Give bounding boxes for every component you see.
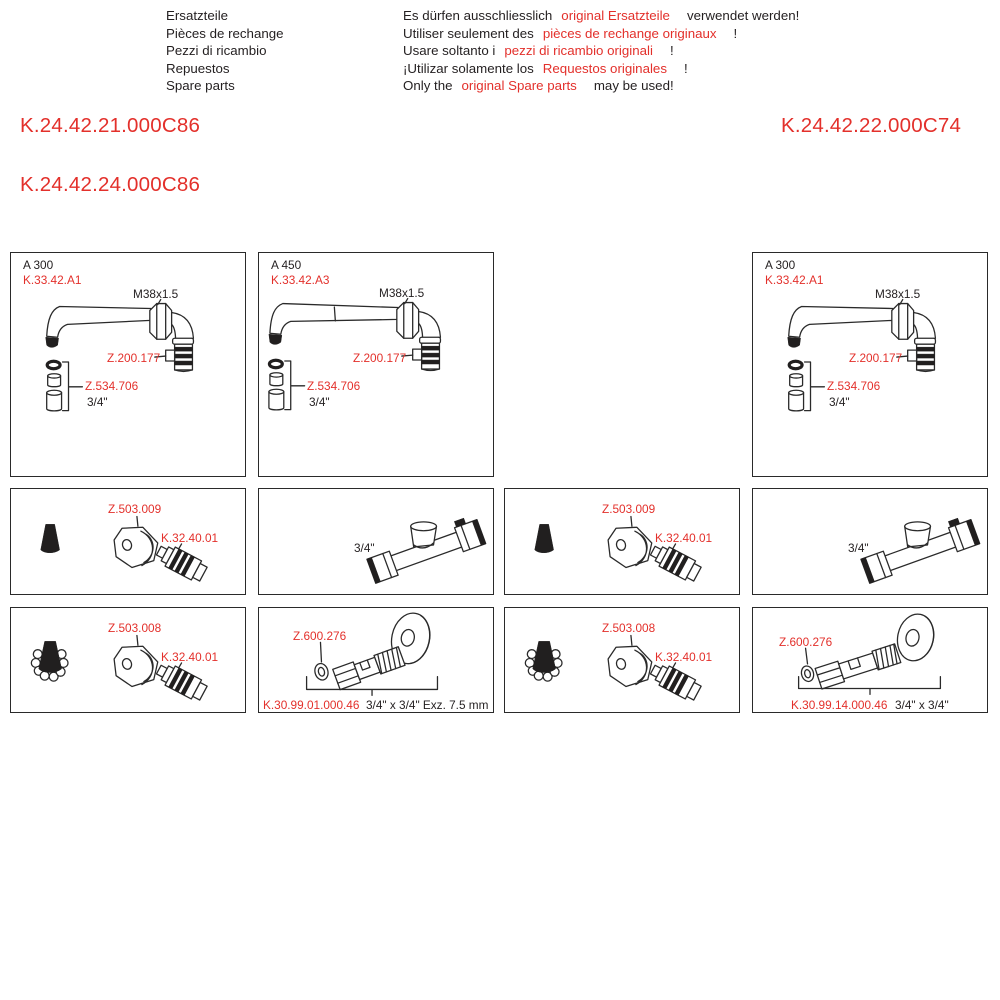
parts-box-handle — [10, 607, 246, 713]
eccentric-part-number: K.30.99.01.000.46 — [263, 698, 360, 712]
model-label: A 450 — [271, 258, 302, 272]
eccentric-union-illustration — [753, 608, 987, 712]
cartridge-part-number: K.32.40.01 — [161, 531, 219, 545]
notice-line — [403, 60, 799, 78]
model-label: A 300 — [765, 258, 796, 272]
body-size-label: 3/4" — [848, 541, 869, 555]
adapter-part-number: Z.534.706 — [85, 379, 139, 393]
adapter-part-number: Z.534.706 — [307, 379, 361, 393]
spout-part-number: K.33.42.A3 — [271, 273, 330, 287]
aerator-part-number: Z.200.177 — [353, 351, 407, 365]
notice-pre: Es dürfen ausschliesslich — [403, 8, 553, 23]
aerator-part-number: Z.200.177 — [849, 351, 903, 365]
notice-highlight: pezzi di ricambio originali — [504, 43, 653, 59]
handle-part-number: Z.503.009 — [108, 502, 162, 516]
cartridge-part-number: K.32.40.01 — [655, 531, 713, 545]
spout-part-number: K.33.42.A1 — [765, 273, 824, 287]
parts-box-spout — [752, 252, 988, 477]
cartridge-part-number: K.32.40.01 — [655, 650, 713, 664]
eccentric-union-illustration — [259, 608, 493, 712]
notice-line — [403, 77, 799, 95]
notice-pre: Only the — [403, 78, 453, 94]
product-code: K.24.42.24.000C86 — [20, 173, 201, 196]
washer-part-number: Z.600.276 — [779, 635, 833, 649]
language-item: Repuestos — [166, 60, 230, 76]
model-label: A 300 — [23, 258, 54, 272]
notice-line — [403, 25, 799, 43]
thread-size-label: M38x1.5 — [133, 287, 179, 301]
parts-box-eccentric — [752, 607, 988, 713]
notice-highlight: original Ersatzteile — [561, 8, 670, 23]
parts-box-body — [258, 488, 494, 595]
parts-box-eccentric — [258, 607, 494, 713]
adapter-size-label: 3/4" — [87, 395, 108, 409]
thread-size-label: M38x1.5 — [875, 287, 921, 301]
adapter-part-number: Z.534.706 — [827, 379, 881, 393]
notice-highlight: Requestos originales — [542, 60, 667, 76]
parts-box-spout — [10, 252, 246, 477]
language-item: Pezzi di ricambio — [166, 43, 267, 59]
handle-part-number: Z.503.008 — [602, 621, 656, 635]
cartridge-part-number: K.32.40.01 — [161, 650, 219, 664]
notice-highlight: original Spare parts — [461, 78, 577, 94]
washer-part-number: Z.600.276 — [293, 629, 347, 643]
eccentric-size-label: 3/4" x 3/4" Exz. 7.5 mm — [366, 698, 489, 712]
aerator-part-number: Z.200.177 — [107, 351, 161, 365]
notice-line — [403, 7, 799, 25]
parts-box-spout — [258, 252, 494, 477]
language-item: Ersatzteile — [166, 8, 229, 23]
parts-box-body — [752, 488, 988, 595]
notice-pre: Utiliser seulement des — [403, 25, 534, 41]
parts-box-handle — [504, 488, 740, 595]
spout-part-number: K.33.42.A1 — [23, 273, 82, 287]
notice-pre: ¡Utilizar solamente los — [403, 60, 534, 76]
thread-size-label: M38x1.5 — [379, 286, 425, 300]
parts-box-handle — [10, 488, 246, 595]
notice-highlight: pièces de rechange originaux — [542, 25, 717, 41]
notice-post: may be used! — [593, 78, 674, 94]
valve-body-illustration — [753, 489, 987, 594]
notice-post: ! — [669, 43, 674, 59]
handle-part-number: Z.503.009 — [602, 502, 656, 516]
notice-line — [403, 42, 799, 60]
original-parts-notices — [403, 7, 799, 95]
adapter-size-label: 3/4" — [829, 395, 850, 409]
language-list — [166, 7, 284, 95]
valve-body-illustration — [259, 489, 493, 594]
notice-post: verwendet werden! — [686, 8, 800, 23]
parts-box-handle — [504, 607, 740, 713]
eccentric-size-label: 3/4" x 3/4" — [895, 698, 949, 712]
product-code: K.24.42.21.000C86 — [20, 114, 201, 137]
adapter-size-label: 3/4" — [309, 395, 330, 409]
eccentric-part-number: K.30.99.14.000.46 — [791, 698, 888, 712]
product-code: K.24.42.22.000C74 — [781, 114, 962, 137]
notice-pre: Usare soltanto i — [403, 43, 496, 59]
notice-post: ! — [733, 25, 738, 41]
language-item: Spare parts — [166, 78, 235, 94]
language-item: Pièces de rechange — [166, 25, 284, 41]
handle-part-number: Z.503.008 — [108, 621, 162, 635]
notice-post: ! — [683, 60, 688, 76]
body-size-label: 3/4" — [354, 541, 375, 555]
